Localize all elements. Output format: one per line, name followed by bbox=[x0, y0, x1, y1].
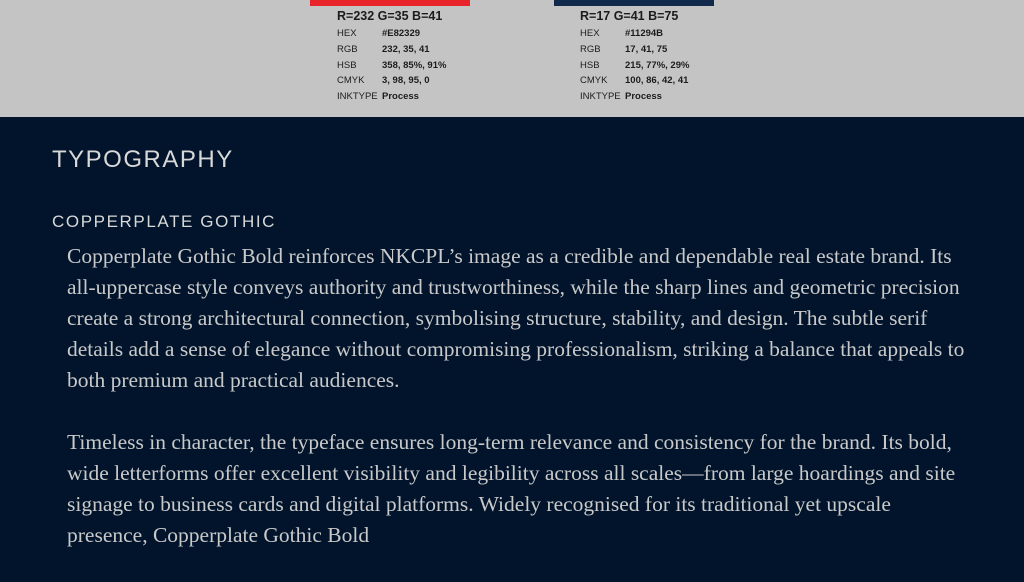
typeface-description bbox=[67, 241, 967, 582]
spec-value: 358, 85%, 91% bbox=[382, 59, 447, 71]
spec-key: INKTYPE bbox=[337, 91, 378, 103]
spec-key: HEX bbox=[337, 28, 357, 39]
spec-row-hex bbox=[337, 26, 446, 42]
navy-swatch-bar bbox=[554, 0, 714, 6]
spec-value: 232, 35, 41 bbox=[382, 43, 430, 55]
spec-value: 17, 41, 75 bbox=[625, 43, 668, 55]
spec-key: HSB bbox=[337, 59, 357, 71]
spec-key: RGB bbox=[580, 43, 601, 55]
spec-row-hex bbox=[580, 26, 689, 42]
typography-section bbox=[0, 117, 1024, 576]
section-title: TYPOGRAPHY bbox=[52, 146, 234, 173]
spec-key: CMYK bbox=[337, 75, 365, 87]
spec-value: 3, 98, 95, 0 bbox=[382, 75, 430, 87]
spec-row-hsb bbox=[337, 58, 446, 74]
spec-row-rgb bbox=[580, 42, 689, 58]
spec-value: Process bbox=[382, 91, 419, 103]
spec-row-inktype bbox=[580, 89, 689, 105]
spec-row-cmyk bbox=[337, 73, 446, 89]
spec-value: #E82329 bbox=[382, 28, 421, 39]
spec-value: #11294B bbox=[625, 28, 664, 39]
spec-row-cmyk bbox=[580, 73, 689, 89]
red-swatch-specs bbox=[337, 8, 446, 105]
spec-row-hsb bbox=[580, 58, 689, 74]
color-palette-band bbox=[0, 0, 1024, 117]
spec-key: HSB bbox=[580, 59, 600, 71]
spec-row-inktype bbox=[337, 89, 446, 105]
spec-key: CMYK bbox=[580, 75, 608, 87]
spec-key: HEX bbox=[580, 28, 600, 39]
spec-row-rgb bbox=[337, 42, 446, 58]
spec-value: 100, 86, 42, 41 bbox=[625, 75, 689, 87]
description-paragraph-2: Timeless in character, the typeface ensures long-term relevance and consistency for the brand. Its bold, wide letterforms offer excellent visibility and legibility across all scales—from large hoardings and site signage to business cards and digital platforms. Widely recognised for its traditional yet upscale presence, Copperplate Gothic Bold bbox=[67, 430, 956, 547]
red-swatch-bar bbox=[310, 0, 470, 6]
spec-key: INKTYPE bbox=[580, 91, 621, 103]
description-paragraph-1: Copperplate Gothic Bold reinforces NKCPL’s image as a credible and dependable real estate brand. Its all-uppercase style conveys authority and trustworthiness, while the sharp lines and geometric precision create a strong architectural connection, symbolising structure, stability, and design. The subtle serif details add a sense of elegance without compromising professionalism, striking a balance that appeals to both premium and practical audiences. bbox=[67, 244, 965, 392]
red-rgb-header: R=232 G=35 B=41 bbox=[337, 9, 443, 23]
navy-swatch-specs bbox=[580, 8, 689, 105]
spec-value: 215, 77%, 29% bbox=[625, 59, 690, 71]
spec-value: Process bbox=[625, 91, 662, 103]
navy-rgb-header: R=17 G=41 B=75 bbox=[580, 9, 679, 23]
typeface-name: COPPERPLATE GOTHIC bbox=[52, 212, 277, 231]
spec-key: RGB bbox=[337, 43, 358, 55]
